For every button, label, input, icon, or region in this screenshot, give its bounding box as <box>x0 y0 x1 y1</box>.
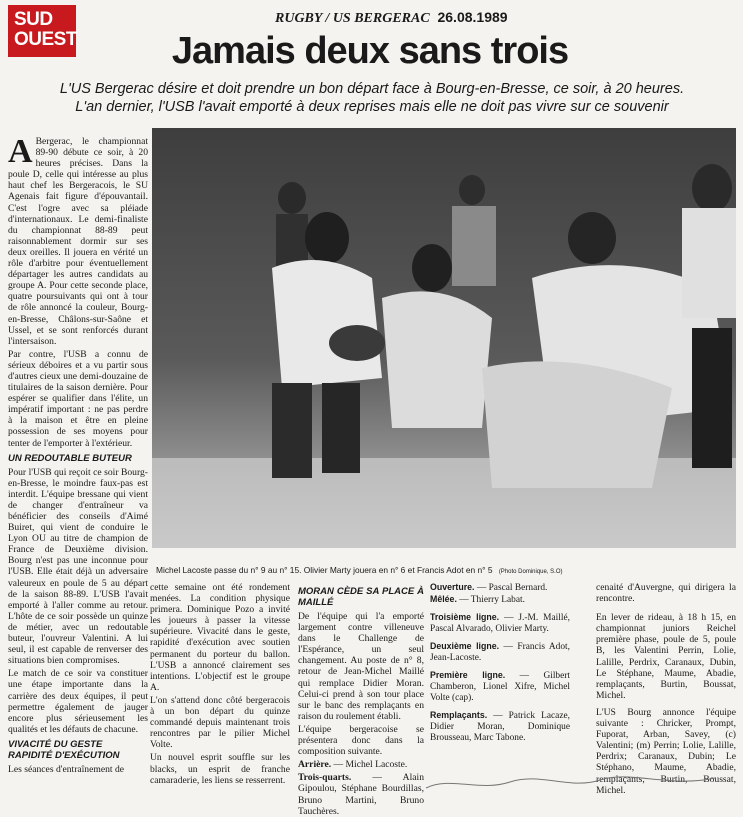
deck-line-1: L'US Bergerac désire et doit prendre un bon départ face à Bourg-en-Bresse, ce soir, à 20 heures. <box>59 81 685 97</box>
paragraph: Les séances d'entraînement de <box>8 763 125 775</box>
article-column-3 <box>298 582 424 817</box>
paragraph: L'US Bourg annonce l'équipe suivante : Chricker, Prompt, Fuporat, Arban, Savey, (c) Valentini; (m) Perrin; Lolie, Lalille, Perdrix; Caranaux, Dubin; Le Stéphano, Maume, Abadie, remplaçants, Burtin, Boussat, Michel. <box>596 706 736 796</box>
article-column-4 <box>430 582 570 772</box>
rugby-match-photo <box>152 128 736 548</box>
lineup-line: Ouverture. — Pascal Bernard. Mêlée. — Thierry Labat. <box>430 582 548 605</box>
drop-cap: A <box>8 133 33 170</box>
lineup-line: Arrière. — Michel Lacoste. <box>298 759 408 771</box>
paragraph: Un nouvel esprit souffle sur les blacks, un esprit de franche camaraderie, les liens se resserrent. <box>150 752 290 786</box>
lineup-line: Remplaçants. — Patrick Lacaze, Didier Moran, Dominique Brousseau, Marc Tabone. <box>430 710 570 743</box>
article-date: 26.08.1989 <box>437 9 508 25</box>
article-column-1 <box>8 133 148 796</box>
subheading: MORAN CÈDE SA PLACE À MAILLÉ <box>298 586 424 608</box>
lineup-line: Deuxième ligne. — Francis Adot, Jean-Lacoste. <box>430 641 570 663</box>
handwritten-note <box>420 770 720 796</box>
paragraph: De l'équipe qui l'a emporté largement contre villeneuve dans le Challenge de l'Espérance, un seul changement. Au poste de n° 8, retour de Jean-Michel Maillé qui remplace Didier Moran. Celui-ci prend à son tour place sur le banc des remplaçants en raison du roulement établi. <box>298 611 424 722</box>
rubric: RUGBY / US BERGERAC <box>275 11 430 26</box>
paragraph: L'équipe bergeracoise se présentera donc dans la composition suivante. <box>298 723 424 758</box>
paragraph: Par contre, l'USB a connu de sérieux déboires et a vu partir sous d'autres cieux une demi-douzaine de titulaires de la saison dernière. Pour espérer se qualifier dans l'élite, un impératif important : ne pas perdre à la maison et être en pleine possession de ses moyens pour tenter de l'emporter à l'extérieur. <box>8 348 148 449</box>
photo-caption <box>156 565 736 575</box>
paragraph: Le match de ce soir va constituer une étape importante dans la carrière des deux équipes, il peut permettre également de jauger encore plus sérieusement les qualités et les défauts de chacune. <box>8 668 148 735</box>
headline: Jamais deux sans trois <box>171 30 569 72</box>
logo-line-1: SUD <box>14 9 53 30</box>
photo-illustration <box>152 128 736 548</box>
lineup-line: Trois-quarts. — Alain Gipoulou, Stéphane Bourdillas, Bruno Martini, Bruno Tauchères. <box>298 772 424 817</box>
deck <box>12 80 732 116</box>
paragraph: Pour l'USB qui reçoit ce soir Bourg-en-Bresse, le moindre faux-pas est interdit. L'équipe bressane qui vient de changer d'entraîneur va bénéficier des conseils d'Aimé Buiret, qui vient de conduire le Lyon OU au titre de champion de France de Deuxième division. Bourg n'est pas une inconnue pour l'USB. Elle était déjà un adversaire valeureux en poule de 5 au départ de la saison 88-89. L'USB l'avait emporté à l'aller comme au retour. L'hôte de ce soir possède un quinze de métier, avec un redoutable buteur, l'ouvreur Valentini. A lui seul, il est capable de renverser des situations bien compromises. <box>8 466 148 667</box>
deck-line-2: L'an dernier, l'USB l'avait emporté à deux reprises mais elle ne doit pas vivre sur ce souvenir <box>75 99 669 115</box>
article-column-2 <box>150 582 290 796</box>
paragraph: L'on s'attend donc côté bergeracois à un bon départ du quinze commandé depuis maintenant trois rencontres par le pilier Michel Volte. <box>150 694 290 751</box>
paragraph: En lever de rideau, à 18 h 15, en championnat juniors Reichel première phase, poule de 5, poule B, les Valentini Perrin, Lolie, Lalille, Perdrix, Caranaux, Dubin, Le Stéphane, Maume, Abadie, remplaçants, Burtin, Boussat, Michel. <box>596 612 736 701</box>
paragraph: cenaité d'Auvergne, qui dirigera la rencontre. <box>596 582 736 605</box>
subheading: UN REDOUTABLE BUTEUR <box>8 452 132 464</box>
photo-credit: (Photo Dominique, S.O) <box>498 569 563 575</box>
article-column-5 <box>596 582 736 796</box>
newspaper-logo <box>8 5 76 57</box>
logo-line-2: OUEST <box>14 29 77 50</box>
lineup-line: Première ligne. — Gilbert Chamberon, Lionel Xifre, Michel Volte (cap). <box>430 670 571 703</box>
paragraph: cette semaine ont été rondement menées. La condition physique primera. Dominique Pozo a invité les joueurs à passer la vitesse supérieure. Vivacité dans le geste, rapidité d'exécution avec soutien permanent du porteur du ballon. L'USB a annoncé clairement ses intentions. L'objectif est le groupe A. <box>150 582 290 693</box>
article-kicker <box>275 9 508 27</box>
lineup-line: Troisième ligne. — J.-M. Maillé, Pascal Alvarado, Olivier Marty. <box>430 612 570 634</box>
subheading: VIVACITÉ DU GESTE RAPIDITÉ D'EXÉCUTION <box>8 738 120 761</box>
caption-text: Michel Lacoste passe du n° 9 au n° 15. Olivier Marty jouera en n° 6 et Francis Adot en n° 5 <box>156 565 493 575</box>
paragraph: A Bergerac, le championnat 89-90 débute ce soir, à 20 heures précises. Dans la poule D, celle qui intéresse au plus haut chef les Bergeracois, le SU Agenais fait figure d'épouvantail. C'est l'ogre avec sa pléiade d'internationaux. Le demi-finaliste du championnat 88-89 peut raisonnablement dormir sur ses deux oreilles. Il jouera en vérité un rôle d'arbitre pour éventuellement départager les autres candidats au groupe A. Pour cette seconde place, quatre poursuivants qui ont à tour de rôle annoncé la couleur, Bourg-en-Bresse, Châlons-sur-Saône et Ussel, et se sont renforcés durant l'intersaison. <box>8 133 148 347</box>
